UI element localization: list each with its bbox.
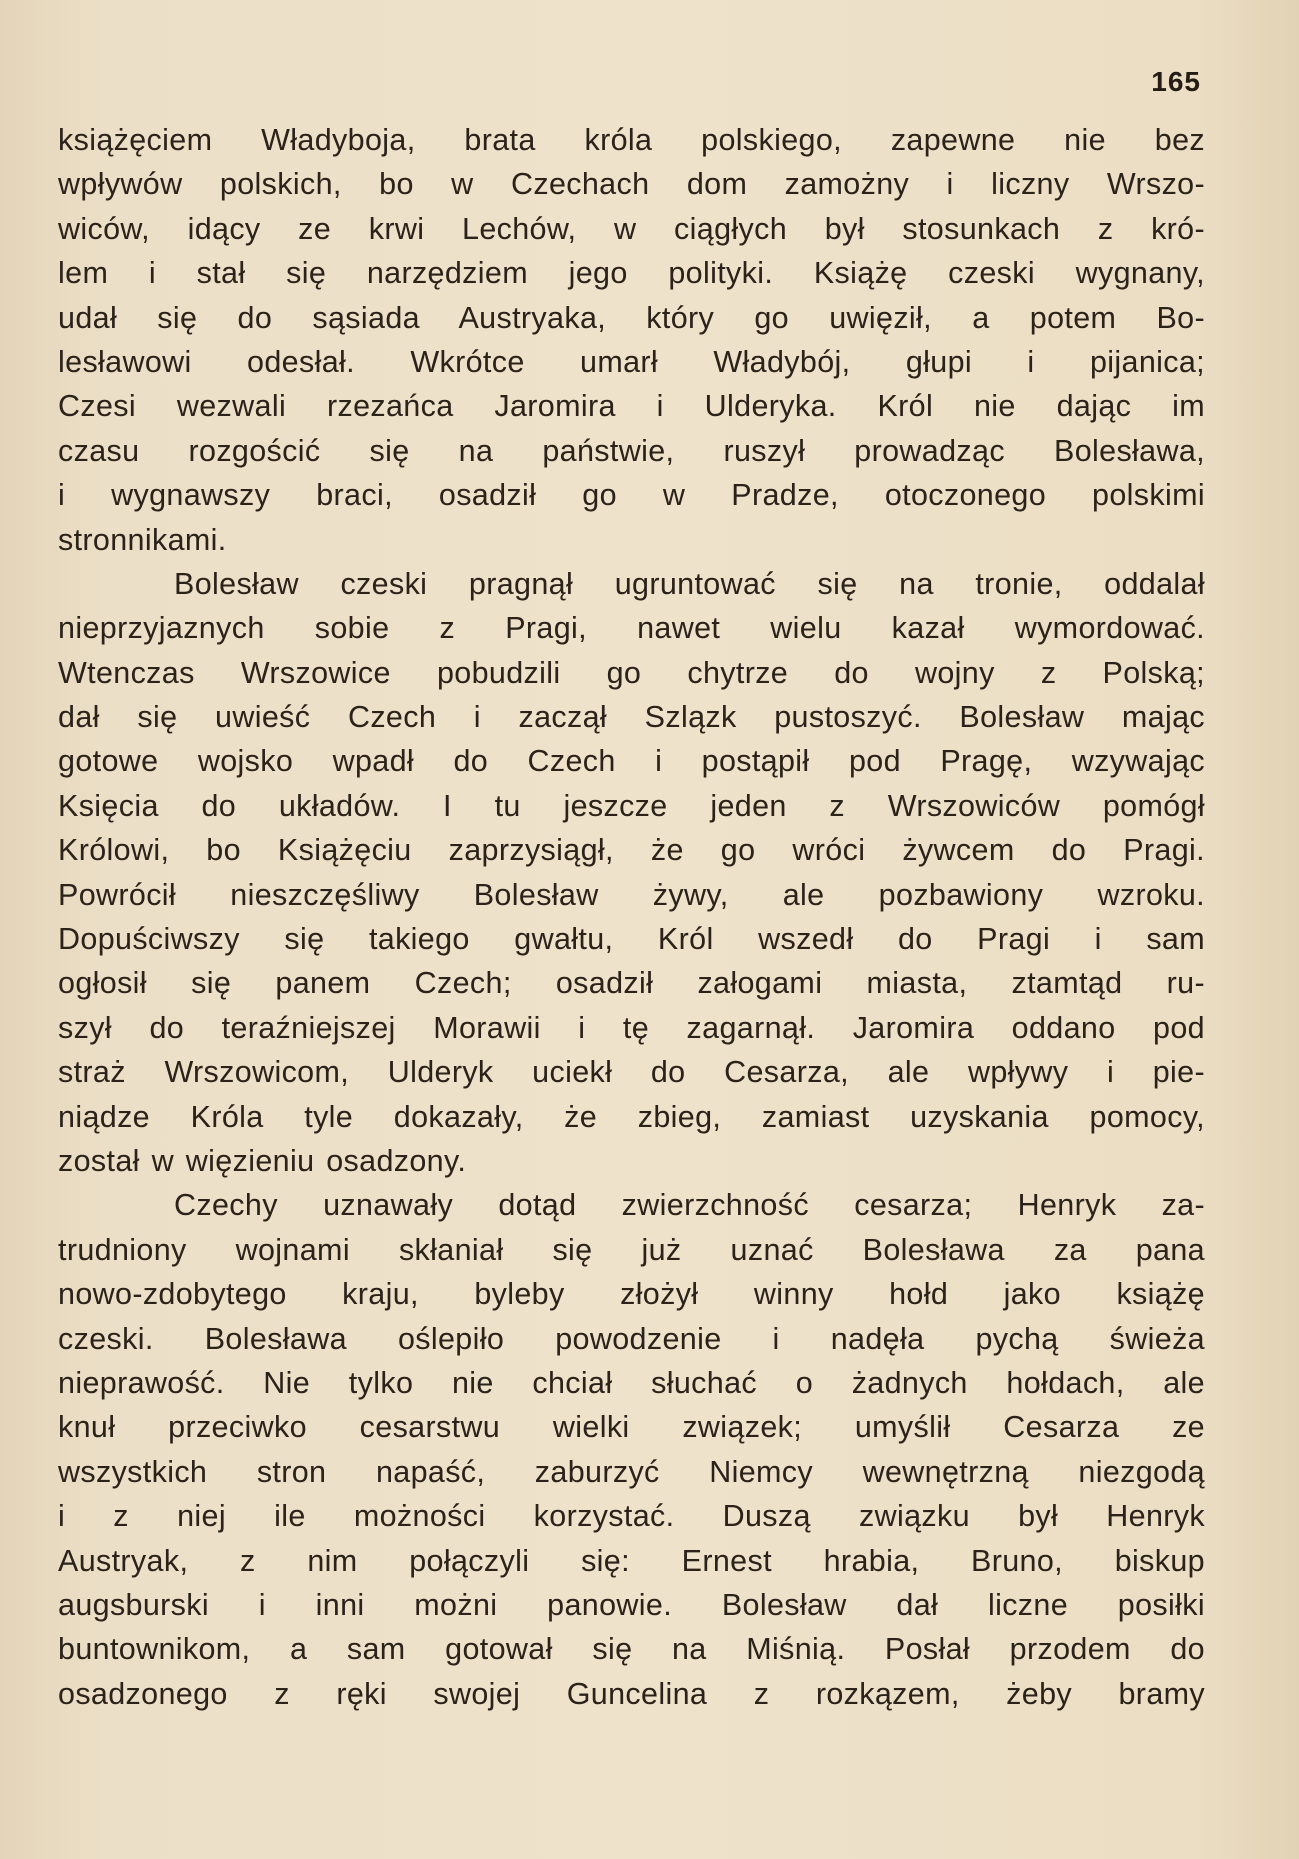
text-line: i z niej ile możności korzystać. Duszą związku był Henryk (58, 1499, 1205, 1534)
text-line: udał się do sąsiada Austryaka, który go uwięził, a potem Bo- (58, 300, 1205, 335)
text-line: augsburski i inni możni panowie. Bolesław dał liczne posiłki (58, 1587, 1205, 1622)
text-line: lem i stał się narzędziem jego polityki. Książę czeski wygnany, (58, 256, 1205, 291)
paragraph (58, 118, 1205, 562)
text-line: Wtenczas Wrszowice pobudzili go chytrze do wojny z Polską; (58, 655, 1205, 690)
text-line: stronnikami. (58, 522, 227, 557)
text-line: wszystkich stron napaść, zaburzyć Niemcy wewnętrzną niezgodą (58, 1454, 1205, 1489)
text-line: Księcia do układów. I tu jeszcze jeden z Wrszowiców pomógł (58, 788, 1205, 823)
text-line: Powrócił nieszczęśliwy Bolesław żywy, ale pozbawiony wzroku. (58, 877, 1205, 912)
text-line: buntownikom, a sam gotował się na Miśnią. Posłał przodem do (58, 1632, 1205, 1667)
text-line: osadzonego z ręki swojej Guncelina z rozkązem, żeby bramy (58, 1676, 1205, 1711)
text-line: czeski. Bolesława oślepiło powodzenie i nadęła pychą świeża (58, 1321, 1205, 1356)
text-line: trudniony wojnami skłaniał się już uznać Bolesława za pana (58, 1232, 1205, 1267)
text-line: został w więzieniu osadzony. (58, 1143, 467, 1178)
text-line: wpływów polskich, bo w Czechach dom zamożny i liczny Wrszo- (58, 167, 1205, 202)
text-line: niądze Króla tyle dokazały, że zbieg, zamiast uzyskania pomocy, (58, 1099, 1205, 1134)
text-line: wiców, idący ze krwi Lechów, w ciągłych był stosunkach z kró- (58, 211, 1205, 246)
text-line: nieprzyjaznych sobie z Pragi, nawet wielu kazał wymordować. (58, 611, 1205, 646)
text-line: czasu rozgościć się na państwie, ruszył prowadząc Bolesława, (58, 433, 1205, 468)
text-line: knuł przeciwko cesarstwu wielki związek; umyślił Cesarza ze (58, 1410, 1205, 1445)
text-line: ogłosił się panem Czech; osadził załogami miasta, ztamtąd ru- (58, 966, 1205, 1001)
text-line: książęciem Władyboja, brata króla polskiego, zapewne nie bez (58, 123, 1205, 157)
text-line: nieprawość. Nie tylko nie chciał słuchać o żadnych hołdach, ale (58, 1365, 1205, 1400)
text-line: straż Wrszowicom, Ulderyk uciekł do Cesarza, ale wpływy i pie- (58, 1055, 1205, 1090)
text-line: i wygnawszy braci, osadził go w Pradze, otoczonego polskimi (58, 478, 1205, 513)
text-line: gotowe wojsko wpadł do Czech i postąpił pod Pragę, wzywając (58, 744, 1205, 779)
text-line: lesławowi odesłał. Wkrótce umarł Władybój, głupi i pijanica; (58, 344, 1205, 379)
page-number: 165 (1151, 66, 1201, 97)
paragraph (58, 1183, 1205, 1716)
paragraph (58, 562, 1205, 1183)
text-line: Czesi wezwali rzezańca Jaromira i Ulderyka. Król nie dając im (58, 389, 1205, 424)
text-line: Czechy uznawały dotąd zwierzchność cesarza; Henryk za- (174, 1188, 1205, 1223)
text-line: nowo-zdobytego kraju, byleby złożył winny hołd jako książę (58, 1277, 1205, 1312)
text-line: Austryak, z nim połączyli się: Ernest hrabia, Bruno, biskup (58, 1543, 1205, 1578)
text-line: szył do teraźniejszej Morawii i tę zagarnął. Jaromira oddano pod (58, 1010, 1205, 1045)
text-line: dał się uwieść Czech i zaczął Szlązk pustoszyć. Bolesław mając (58, 700, 1205, 735)
text-line: Dopuściwszy się takiego gwałtu, Król wszedł do Pragi i sam (58, 922, 1205, 957)
body-text (58, 118, 1205, 1716)
text-line: Królowi, bo Książęciu zaprzysiągł, że go wróci żywcem do Pragi. (58, 833, 1205, 868)
text-line: Bolesław czeski pragnął ugruntować się na tronie, oddalał (174, 566, 1205, 601)
